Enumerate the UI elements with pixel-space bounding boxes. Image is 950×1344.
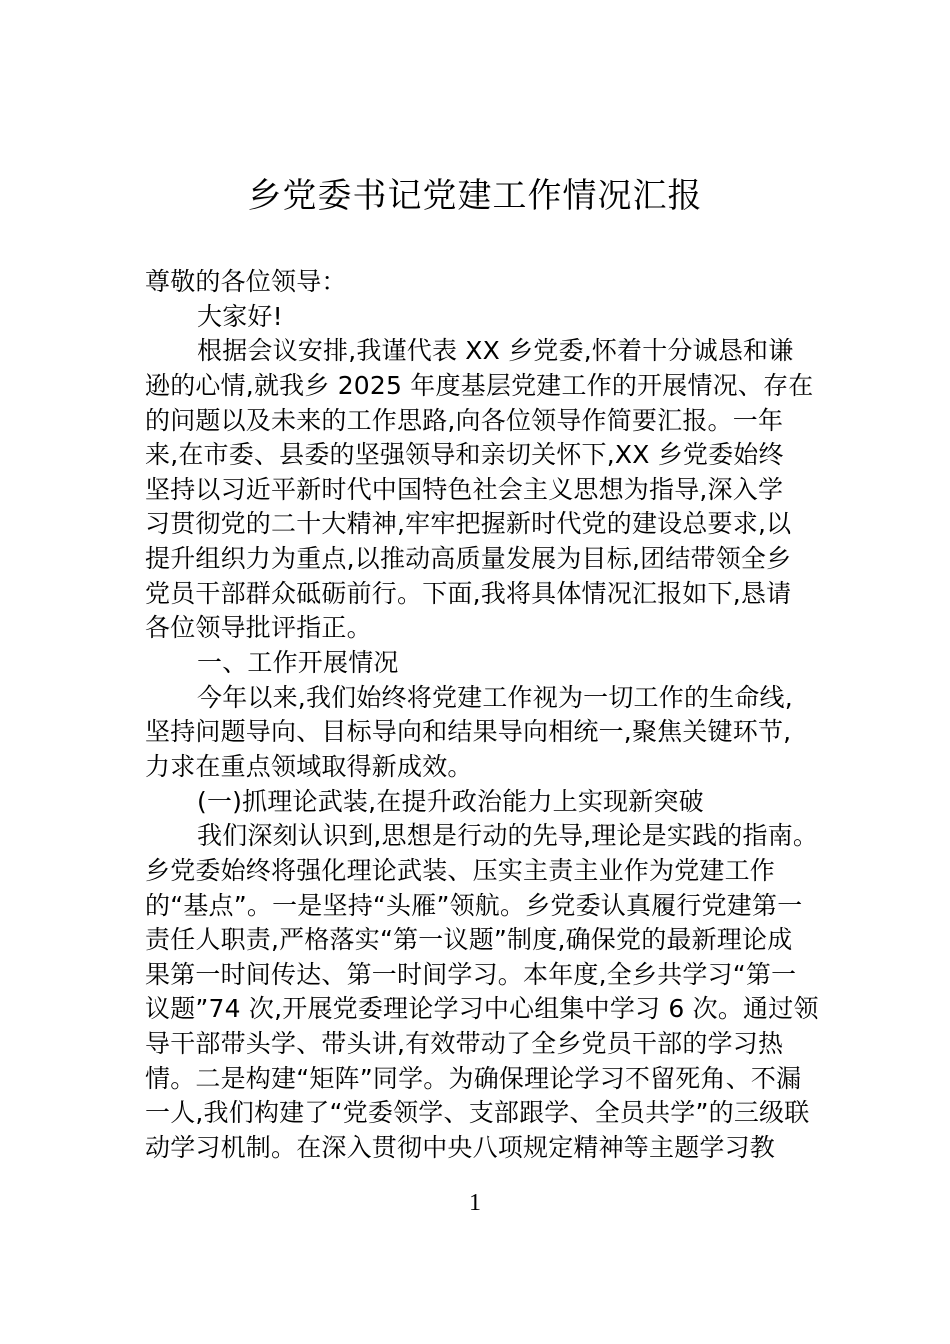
section-heading: 一、工作开展情况 <box>197 648 399 678</box>
paragraph-line: 议题”74 次,开展党委理论学习中心组集中学习 6 次。通过领 <box>145 994 819 1024</box>
paragraph-line: 习贯彻党的二十大精神,牢牢把握新时代党的建设总要求,以 <box>145 509 792 539</box>
paragraph-line: 责任人职责,严格落实“第一议题”制度,确保党的最新理论成 <box>145 925 793 955</box>
paragraph-line: 来,在市委、县委的坚强领导和亲切关怀下,XX 乡党委始终 <box>145 440 784 470</box>
paragraph-line: 今年以来,我们始终将党建工作视为一切工作的生命线, <box>197 682 793 712</box>
paragraph-line: 乡党委始终将强化理论武装、压实主责主业作为党建工作 <box>145 855 776 885</box>
paragraph-line: 坚持问题导向、目标导向和结果导向相统一,聚焦关键环节, <box>145 717 792 747</box>
document-title: 乡党委书记党建工作情况汇报 <box>247 176 703 216</box>
paragraph-line: 果第一时间传达、第一时间学习。本年度,全乡共学习“第一 <box>145 959 797 989</box>
paragraph-line: 我们深刻认识到,思想是行动的先导,理论是实践的指南。 <box>197 821 819 851</box>
paragraph-line: 一人,我们构建了“党委领学、支部跟学、全员共学”的三级联 <box>145 1098 810 1128</box>
paragraph-line: 各位领导批评指正。 <box>145 613 372 643</box>
salutation: 尊敬的各位领导： <box>145 267 347 296</box>
paragraph-line: 导干部带头学、带头讲,有效带动了全乡党员干部的学习热 <box>145 1029 784 1059</box>
paragraph-line: 根据会议安排,我谨代表 XX 乡党委,怀着十分诚恳和谦 <box>197 336 794 366</box>
paragraph-line: 动学习机制。在深入贯彻中央八项规定精神等主题学习教 <box>145 1133 776 1163</box>
paragraph-line: 的问题以及未来的工作思路,向各位领导作简要汇报。一年 <box>145 405 784 435</box>
page-number: 1 <box>469 1190 481 1216</box>
paragraph-line: 力求在重点领域取得新成效。 <box>145 751 473 781</box>
paragraph-line: 提升组织力为重点,以推动高质量发展为目标,团结带领全乡 <box>145 544 792 574</box>
paragraph-line: 逊的心情,就我乡 2025 年度基层党建工作的开展情况、存在 <box>145 370 814 400</box>
greeting-line: 大家好! <box>197 301 283 331</box>
document-body <box>145 265 819 1166</box>
paragraph-line: 情。二是构建“矩阵”同学。为确保理论学习不留死角、不漏 <box>145 1063 802 1093</box>
paragraph-line: 的“基点”。一是坚持“头雁”领航。乡党委认真履行党建第一 <box>145 890 803 920</box>
subsection-heading: (一)抓理论武装,在提升政治能力上实现新突破 <box>197 786 704 816</box>
paragraph-line: 党员干部群众砥砺前行。下面,我将具体情况汇报如下,恳请 <box>145 578 792 608</box>
paragraph-line: 坚持以习近平新时代中国特色社会主义思想为指导,深入学 <box>145 474 784 504</box>
